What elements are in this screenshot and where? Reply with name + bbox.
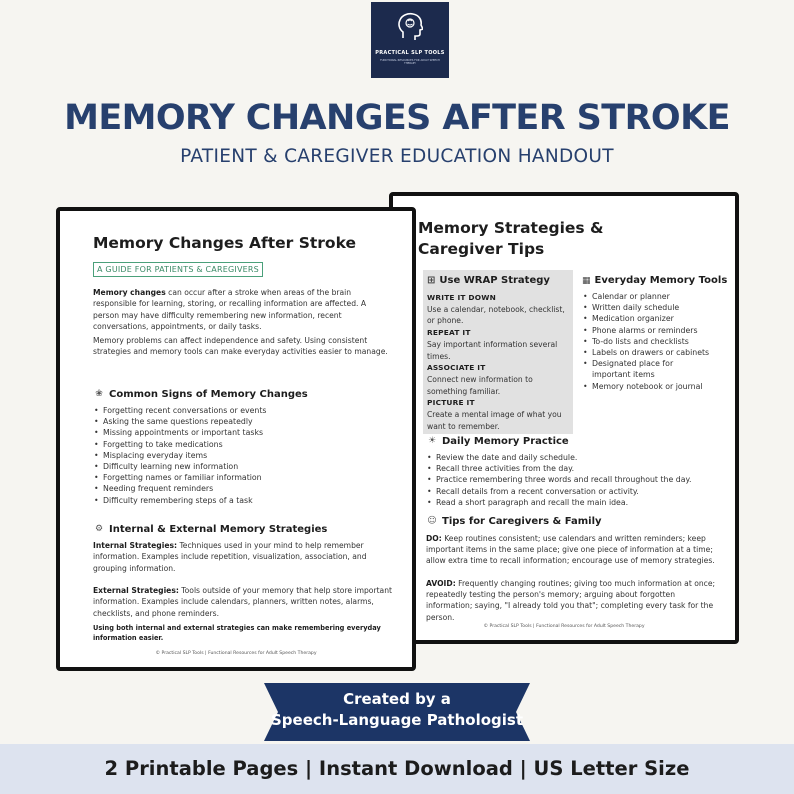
daily-list bbox=[426, 452, 726, 508]
wrap-list bbox=[427, 292, 571, 432]
daily-heading bbox=[426, 436, 569, 447]
intro-paragraph-2: Memory problems can affect independence and safety. Using consistent strategies and memory tools can make everyday activities easier to manage. bbox=[93, 336, 388, 357]
list-item: • Recall three activities from the day. bbox=[426, 463, 726, 474]
strategies-heading bbox=[93, 524, 327, 535]
page1-title: Memory Changes After Stroke bbox=[93, 234, 356, 252]
wrap-key-1: WRITE IT DOWN bbox=[427, 293, 496, 302]
wrap-text-4: Create a mental image of what you want to remember. bbox=[427, 410, 562, 431]
intro-rest: can occur after a stroke when areas of the brain responsible for learning, storing, or recalling information are affected. A person may have difficulty remembering new information, recent conversations, appointments, or daily tasks. bbox=[93, 288, 367, 332]
wrap-key-4: PICTURE IT bbox=[427, 398, 475, 408]
tips-do bbox=[426, 533, 721, 567]
logo-tagline: FUNCTIONAL RESOURCES FOR ADULT SPEECH THERAPY bbox=[380, 59, 440, 65]
list-item: • Calendar or planner bbox=[582, 291, 712, 302]
list-item: • Memory notebook or journal bbox=[582, 381, 712, 392]
closing-note: Using both internal and external strategies can make remembering everyday information easier. bbox=[93, 624, 381, 642]
list-item: • Needing frequent reminders bbox=[93, 483, 373, 494]
list-item: • Misplacing everyday items bbox=[93, 450, 373, 461]
ribbon-line-2: Speech-Language Pathologist bbox=[270, 711, 523, 729]
list-item: • Forgetting recent conversations or events bbox=[93, 405, 373, 416]
daily-heading-text: Daily Memory Practice bbox=[442, 436, 569, 447]
list-item: • Forgetting names or familiar information bbox=[93, 472, 373, 483]
handout-page-1 bbox=[56, 207, 416, 671]
creator-ribbon bbox=[264, 683, 530, 741]
hero-title: MEMORY CHANGES AFTER STROKE bbox=[64, 98, 730, 138]
avoid-text: Frequently changing routines; giving too much information at once; repeatedly testing the person's memory; arguing about forgotten information; saying, "I already told you that"; completing every task for the person. bbox=[426, 579, 716, 622]
hero-subtitle: PATIENT & CAREGIVER EDUCATION HANDOUT bbox=[180, 146, 614, 167]
page1-footer: © Practical SLP Tools | Functional Resources for Adult Speech Therapy bbox=[155, 651, 317, 656]
list-item: • Difficulty learning new information bbox=[93, 461, 373, 472]
everyday-list bbox=[582, 291, 712, 392]
page2-title-line2: Caregiver Tips bbox=[418, 240, 545, 258]
list-item: • Difficulty remembering steps of a task bbox=[93, 495, 373, 506]
everyday-heading bbox=[582, 275, 727, 286]
list-item: • Practice remembering three words and recall throughout the day. bbox=[426, 474, 726, 485]
lightbulb-icon: ☀ bbox=[427, 436, 437, 446]
list-item: • Labels on drawers or cabinets bbox=[582, 347, 712, 358]
strategies-heading-text: Internal & External Memory Strategies bbox=[109, 524, 328, 535]
list-item: • Medication organizer bbox=[582, 313, 712, 324]
brain-head-icon bbox=[397, 12, 423, 42]
logo-brand: PRACTICAL SLP TOOLS bbox=[375, 50, 445, 56]
bottom-banner-text: 2 Printable Pages | Instant Download | US Letter Size bbox=[104, 757, 690, 780]
wrap-text-2: Say important information several times. bbox=[427, 339, 558, 361]
bottom-banner bbox=[0, 744, 794, 794]
avoid-label: AVOID: bbox=[426, 579, 456, 588]
signs-list bbox=[93, 405, 373, 506]
wrap-heading bbox=[427, 275, 550, 286]
page2-title-line1: Memory Strategies & bbox=[418, 219, 604, 237]
list-item: • Phone alarms or reminders bbox=[582, 325, 712, 336]
brand-logo bbox=[371, 2, 449, 78]
list-item: • To-do lists and checklists bbox=[582, 336, 712, 347]
internal-label: Internal Strategies: bbox=[93, 541, 178, 550]
grid-icon: ⊞ bbox=[427, 275, 436, 286]
brain-gear-icon: ⚙ bbox=[94, 524, 104, 534]
guide-label: A GUIDE FOR PATIENTS & CAREGIVERS bbox=[93, 262, 263, 277]
list-item: • Forgetting to take medications bbox=[93, 439, 373, 450]
tips-heading-text: Tips for Caregivers & Family bbox=[442, 516, 602, 527]
list-item: • Missing appointments or important tasks bbox=[93, 427, 373, 438]
internal-text: Techniques used in your mind to help remember information. Examples include repetition, visualization, association, and grouping information. bbox=[93, 541, 367, 573]
ribbon-line-1: Created by a bbox=[343, 690, 451, 708]
external-label: External Strategies: bbox=[93, 586, 179, 595]
intro-bold: Memory changes bbox=[93, 288, 166, 297]
brain-icon: ❀ bbox=[95, 389, 103, 399]
wrap-heading-text: Use WRAP Strategy bbox=[439, 275, 550, 286]
intro-paragraph bbox=[93, 287, 394, 333]
do-text: Keep routines consistent; use calendars and written reminders; keep important items in the same place; give one piece of information at a time; allow extra time to recall information; encourage use of memory strategies. bbox=[426, 534, 715, 566]
do-label: DO: bbox=[426, 534, 442, 543]
wrap-text-1: Use a calendar, notebook, checklist, or phone. bbox=[427, 304, 565, 326]
signs-heading bbox=[93, 389, 308, 400]
page2-title bbox=[418, 218, 604, 260]
external-strategies bbox=[93, 585, 394, 619]
list-item: • Designated place for important items bbox=[582, 358, 712, 380]
list-item: • Read a short paragraph and recall the main idea. bbox=[426, 497, 726, 508]
people-icon: ☺ bbox=[427, 516, 437, 526]
signs-heading-text: Common Signs of Memory Changes bbox=[109, 389, 308, 400]
tips-heading bbox=[426, 516, 602, 527]
calendar-icon: ▦ bbox=[582, 275, 591, 286]
handout-page-2 bbox=[389, 192, 739, 644]
wrap-key-2: REPEAT IT bbox=[427, 328, 471, 338]
list-item: • Written daily schedule bbox=[582, 302, 712, 313]
tips-avoid bbox=[426, 578, 721, 623]
wrap-text-3: Connect new information to something familiar. bbox=[427, 374, 533, 396]
internal-strategies bbox=[93, 540, 394, 574]
list-item: • Review the date and daily schedule. bbox=[426, 452, 726, 463]
list-item: • Recall details from a recent conversation or activity. bbox=[426, 486, 726, 497]
everyday-heading-text: Everyday Memory Tools bbox=[594, 275, 728, 286]
list-item: • Asking the same questions repeatedly bbox=[93, 416, 373, 427]
wrap-key-3: ASSOCIATE IT bbox=[427, 363, 486, 373]
external-text: Tools outside of your memory that help store important information. Examples include calendars, planners, written notes, alarms, checklists, and phone reminders. bbox=[93, 586, 392, 618]
page2-footer: © Practical SLP Tools | Functional Resources for Adult Speech Therapy bbox=[483, 624, 645, 629]
